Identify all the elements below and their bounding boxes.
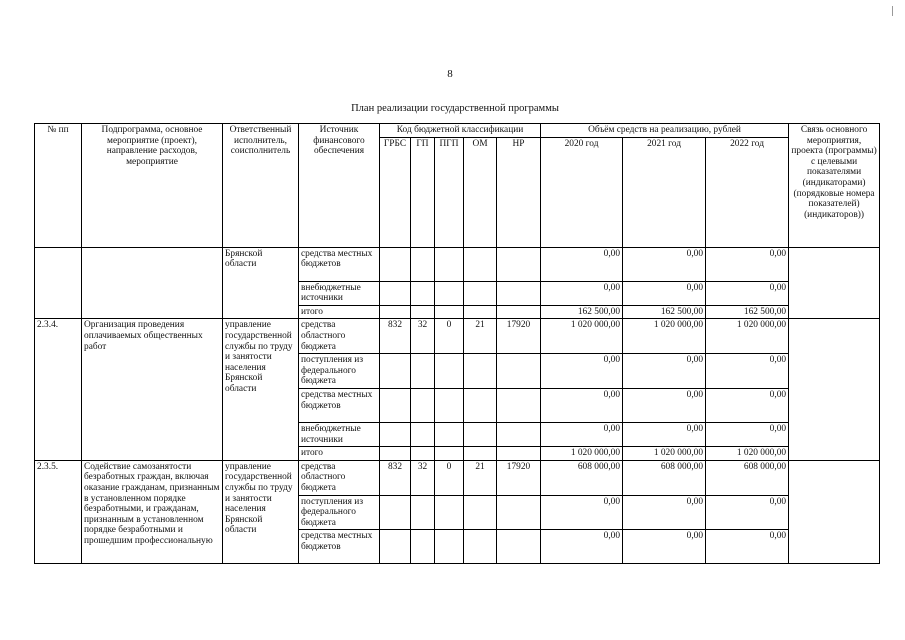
link-cell <box>789 247 880 319</box>
om-cell: 21 <box>464 319 497 354</box>
col-name-header: Подпрограмма, основное мероприятие (проект), направление расходов, мероприятие <box>82 124 223 248</box>
col-om-header: ОМ <box>464 137 497 247</box>
col-kbk-header: Код бюджетной классификации <box>380 124 541 138</box>
col-2021-header: 2021 год <box>623 137 706 247</box>
grbs-cell: 832 <box>380 460 411 495</box>
col-source-header: Источник финансового обеспечения <box>299 124 380 248</box>
value-2021: 0,00 <box>623 354 706 389</box>
value-2020: 0,00 <box>541 530 623 564</box>
source-cell: средства областного бюджета <box>299 319 380 354</box>
source-cell: средства местных бюджетов <box>299 530 380 564</box>
source-cell: поступления из федерального бюджета <box>299 495 380 530</box>
table-row <box>35 460 880 495</box>
om-cell: 21 <box>464 460 497 495</box>
value-2021: 608 000,00 <box>623 460 706 495</box>
link-cell <box>789 460 880 564</box>
col-resp-header: Ответственный исполнитель, соисполнитель <box>223 124 299 248</box>
col-gp-header: ГП <box>411 137 435 247</box>
source-cell: итого <box>299 305 380 319</box>
row-num-cell: 2.3.5. <box>35 460 82 564</box>
row-num-cell <box>35 247 82 319</box>
table-row <box>35 247 880 281</box>
value-2022: 0,00 <box>706 388 789 422</box>
total-2022: 1 020 000,00 <box>706 447 789 461</box>
total-2021: 162 500,00 <box>623 305 706 319</box>
value-2022: 0,00 <box>706 354 789 389</box>
nr-cell: 17920 <box>497 460 541 495</box>
page-number: 8 <box>447 68 453 80</box>
value-2022: 0,00 <box>706 247 789 281</box>
col-pgp-header: ПГП <box>435 137 464 247</box>
value-2021: 0,00 <box>623 530 706 564</box>
row-name-cell: Организация проведения оплачиваемых общественных работ <box>82 319 223 460</box>
value-2020: 1 020 000,00 <box>541 319 623 354</box>
value-2021: 0,00 <box>623 388 706 422</box>
col-num-header: № пп <box>35 124 82 248</box>
total-2021: 1 020 000,00 <box>623 447 706 461</box>
row-resp-cell: управление государственной службы по труду и занятости населения Брянской области <box>223 460 299 564</box>
header-row-1 <box>35 124 880 138</box>
value-2020: 608 000,00 <box>541 460 623 495</box>
table-title: План реализации государственной программы <box>351 103 559 114</box>
source-cell: итого <box>299 447 380 461</box>
col-2020-header: 2020 год <box>541 137 623 247</box>
gp-cell: 32 <box>411 319 435 354</box>
link-cell <box>789 319 880 460</box>
value-2022: 0,00 <box>706 422 789 446</box>
pgp-cell: 0 <box>435 319 464 354</box>
value-2022: 0,00 <box>706 281 789 305</box>
total-2020: 162 500,00 <box>541 305 623 319</box>
value-2022: 608 000,00 <box>706 460 789 495</box>
total-2020: 1 020 000,00 <box>541 447 623 461</box>
row-resp-cell: Брянской области <box>223 247 299 319</box>
col-grbs-header: ГРБС <box>380 137 411 247</box>
source-cell: средства местных бюджетов <box>299 388 380 422</box>
col-link-header: Связь основного мероприятия, проекта (программы) с целевыми показателями (индикаторами) (порядковые номера показателей) (индикаторов)) <box>789 124 880 248</box>
source-cell: внебюджетные источники <box>299 422 380 446</box>
value-2021: 0,00 <box>623 495 706 530</box>
value-2020: 0,00 <box>541 422 623 446</box>
gp-cell: 32 <box>411 460 435 495</box>
source-cell: внебюджетные источники <box>299 281 380 305</box>
scan-mark <box>892 6 893 16</box>
col-volume-header: Объём средств на реализацию, рублей <box>541 124 789 138</box>
program-plan-table <box>34 123 880 564</box>
col-nr-header: НР <box>497 137 541 247</box>
nr-cell: 17920 <box>497 319 541 354</box>
value-2021: 0,00 <box>623 247 706 281</box>
value-2021: 1 020 000,00 <box>623 319 706 354</box>
source-cell: поступления из федерального бюджета <box>299 354 380 389</box>
grbs-cell: 832 <box>380 319 411 354</box>
row-name-cell: Содействие самозанятости безработных граждан, включая оказание гражданам, признанным в установленном порядке безработными, и гражданам, признанным в установленном порядке безработными и прошедшим профессиональную <box>82 460 223 564</box>
pgp-cell: 0 <box>435 460 464 495</box>
source-cell: средства местных бюджетов <box>299 247 380 281</box>
row-name-cell <box>82 247 223 319</box>
value-2020: 0,00 <box>541 495 623 530</box>
row-num-cell: 2.3.4. <box>35 319 82 460</box>
value-2022: 0,00 <box>706 530 789 564</box>
total-2022: 162 500,00 <box>706 305 789 319</box>
value-2022: 0,00 <box>706 495 789 530</box>
table-row <box>35 319 880 354</box>
value-2021: 0,00 <box>623 281 706 305</box>
row-resp-cell: управление государственной службы по труду и занятости населения Брянской области <box>223 319 299 460</box>
value-2021: 0,00 <box>623 422 706 446</box>
value-2020: 0,00 <box>541 354 623 389</box>
source-cell: средства областного бюджета <box>299 460 380 495</box>
value-2020: 0,00 <box>541 388 623 422</box>
col-2022-header: 2022 год <box>706 137 789 247</box>
value-2022: 1 020 000,00 <box>706 319 789 354</box>
value-2020: 0,00 <box>541 247 623 281</box>
value-2020: 0,00 <box>541 281 623 305</box>
